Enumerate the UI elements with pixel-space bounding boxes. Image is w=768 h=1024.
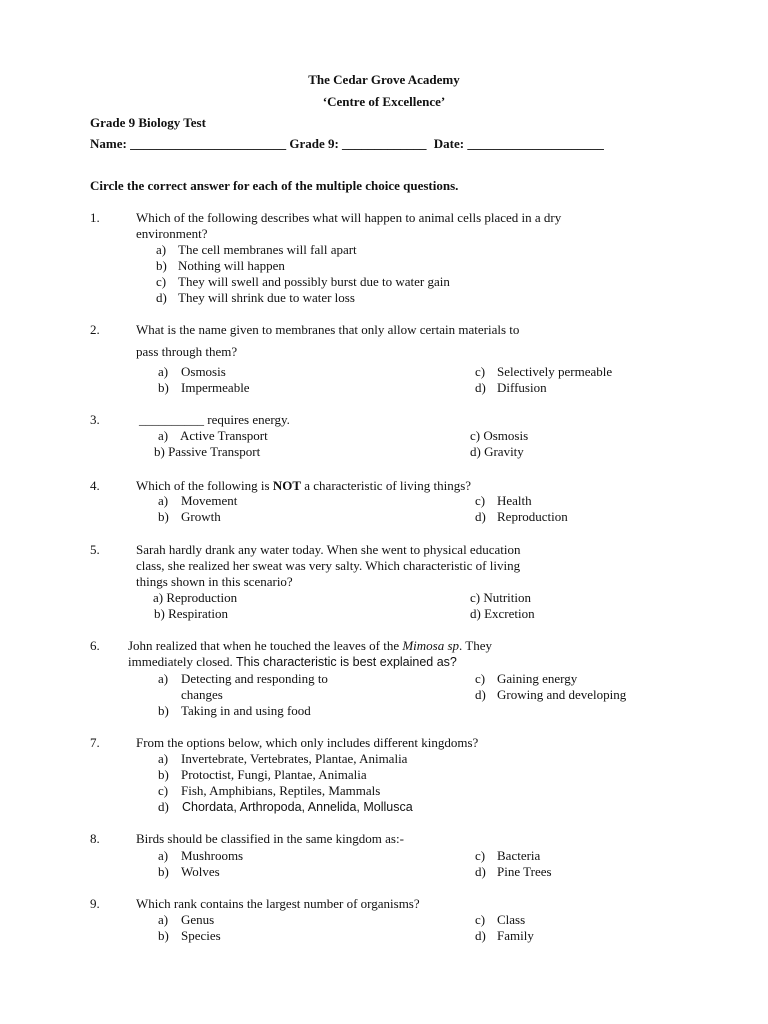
option-letter: a) [158,364,169,379]
question-text: Which rank contains the largest number of organisms? [136,896,420,911]
option-letter: d) [158,799,169,814]
question-number: 3. [90,412,100,427]
name-blank: ________________________ [130,136,287,151]
option-text: b) Respiration [154,606,229,621]
option-text: Active Transport [180,428,268,443]
option-text: Species [181,928,221,943]
question-text: class, she realized her sweat was very salty. Which characteristic of living [136,558,521,573]
option-text: Invertebrate, Vertebrates, Plantae, Animalia [181,751,408,766]
option-text: d) Gravity [470,444,524,459]
question-number: 7. [90,735,100,750]
option-letter: c) [475,671,486,686]
option-text: Chordata, Arthropoda, Annelida, Mollusca [182,800,413,814]
option-text: changes [181,687,223,702]
date-label: Date: [433,136,465,151]
school-motto: ‘Centre of Excellence’ [322,94,446,109]
option-letter: a) [158,912,169,927]
species-name: Mimosa sp [402,638,460,653]
option-letter: d) [475,687,486,702]
option-text: b) Passive Transport [154,444,261,459]
question-text-part: This characteristic is best explained as? [235,655,457,669]
option-letter: c) [475,364,486,379]
question-text-part: Which of the following is [136,478,273,493]
option-letter: b) [158,864,169,879]
question-text-part: immediately closed. [128,654,236,669]
question-text: things shown in this scenario? [136,574,293,589]
option-text: They will swell and possibly burst due to water gain [178,274,450,289]
option-letter: a) [158,428,169,443]
question-text [128,654,457,670]
question-text [136,478,471,494]
option-text: Impermeable [181,380,250,395]
question-text-part: . They [459,638,493,653]
option-text: Class [497,912,526,927]
option-letter: c) [475,912,486,927]
option-text: Genus [181,912,215,927]
option-letter: c) [158,783,169,798]
question-text: Sarah hardly drank any water today. When she went to physical education [136,542,521,557]
option-text: Nothing will happen [178,258,285,273]
option-letter: c) [156,274,167,289]
option-letter: b) [158,767,169,782]
option-letter: a) [158,671,169,686]
option-text: a) Reproduction [153,590,238,605]
option-text: They will shrink due to water loss [178,290,355,305]
question-number: 1. [90,210,100,225]
question-emphasis: NOT [272,478,302,493]
question-text-part: a characteristic of living things? [301,478,472,493]
option-letter: d) [475,864,486,879]
question-text: Birds should be classified in the same kingdom as:- [136,831,404,846]
option-text: Fish, Amphibians, Reptiles, Mammals [181,783,381,798]
question-text-part: John realized that when he touched the leaves of the [128,638,403,653]
option-text: Mushrooms [181,848,244,863]
option-text: Protoctist, Fungi, Plantae, Animalia [181,767,367,782]
option-text: Pine Trees [497,864,552,879]
question-text: environment? [136,226,208,241]
option-text: Osmosis [181,364,226,379]
option-letter: a) [156,242,167,257]
option-text: Movement [181,493,238,508]
question-text: What is the name given to membranes that only allow certain materials to [136,322,520,337]
question-number: 6. [90,638,100,653]
option-text: Detecting and responding to [181,671,328,686]
option-letter: a) [158,751,169,766]
option-letter: b) [158,703,169,718]
question-text: From the options below, which only includes different kingdoms? [136,735,479,750]
name-label: Name: [90,136,127,151]
option-text: Wolves [181,864,220,879]
test-title: Grade 9 Biology Test [90,115,206,130]
option-letter: a) [158,848,169,863]
question-number: 2. [90,322,100,337]
option-text: Reproduction [497,509,568,524]
option-letter: d) [475,928,486,943]
grade-blank: _____________ [342,136,427,151]
grade-label: Grade 9: [289,136,339,151]
option-text: Growth [181,509,221,524]
option-letter: a) [158,493,169,508]
question-number: 9. [90,896,100,911]
option-text: c) Nutrition [470,590,532,605]
question-number: 8. [90,831,100,846]
option-text: Selectively permeable [497,364,613,379]
option-letter: d) [475,380,486,395]
option-text: Taking in and using food [181,703,311,718]
option-text: Growing and developing [497,687,627,702]
option-text: Bacteria [497,848,541,863]
option-letter: b) [158,928,169,943]
question-text: __________ requires energy. [139,412,290,427]
option-letter: b) [158,509,169,524]
option-letter: d) [475,509,486,524]
question-text: pass through them? [136,344,238,359]
option-text: c) Osmosis [470,428,529,443]
question-text [128,638,492,654]
question-text: Which of the following describes what will happen to animal cells placed in a dry [136,210,562,225]
option-letter: c) [475,493,486,508]
student-info-line [90,136,604,152]
option-text: Family [497,928,534,943]
option-text: Gaining energy [497,671,578,686]
date-blank: _____________________ [467,136,604,151]
option-text: Health [497,493,532,508]
option-letter: c) [475,848,486,863]
option-text: d) Excretion [470,606,535,621]
option-text: The cell membranes will fall apart [178,242,357,257]
option-letter: b) [158,380,169,395]
question-number: 4. [90,478,100,493]
option-text: Diffusion [497,380,547,395]
option-letter: d) [156,290,167,305]
option-letter: b) [156,258,167,273]
instructions: Circle the correct answer for each of the multiple choice questions. [90,178,459,193]
question-number: 5. [90,542,100,557]
school-name: The Cedar Grove Academy [308,72,460,87]
